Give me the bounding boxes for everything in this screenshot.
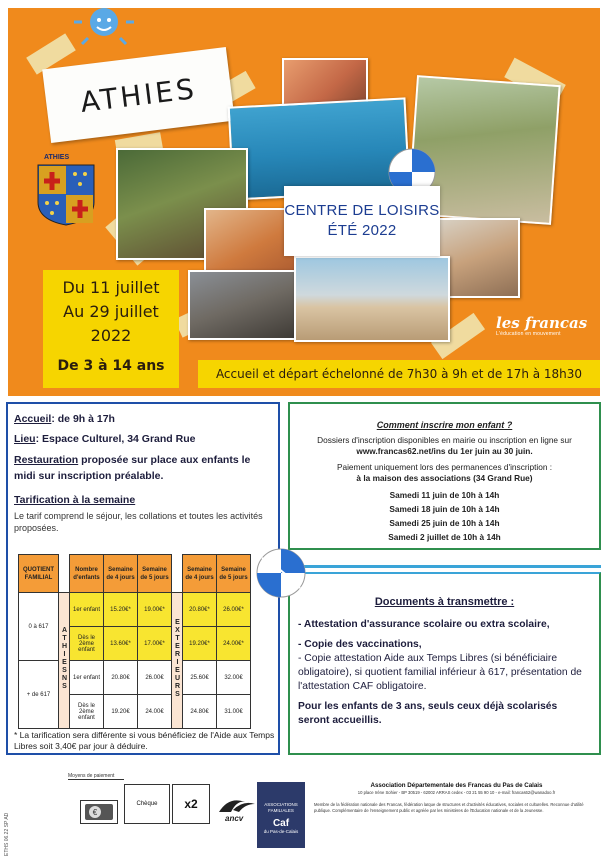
col-ext-4j: Semaine de 4 jours <box>183 555 217 593</box>
document-item: - Attestation d'assurance scolaire ou extra scolaire, <box>298 619 550 630</box>
association-title: Association Départementale des Francas du Pas de Calais <box>370 782 543 789</box>
caf-sub: du Pas-de-Calais <box>263 829 299 834</box>
price-cell: 32.00€ <box>217 661 251 695</box>
col-enfants: Nombre d'enfants <box>70 555 104 593</box>
ancv-logo <box>215 794 257 824</box>
restauration-label: Restauration <box>14 454 79 466</box>
session-item: Samedi 2 juillet de 10h à 14h <box>388 532 501 542</box>
euro-coins-icon <box>80 800 118 824</box>
paiement-text-a: Paiement uniquement lors des permanences d'inscription : <box>336 462 553 472</box>
col-athies-5j: Semaine de 5 jours <box>138 555 172 593</box>
price-cell: 13.60€* <box>104 627 138 661</box>
tarif-heading: Tarification à la semaine <box>14 494 136 506</box>
athies-vertical-label <box>59 593 70 729</box>
svg-text:€: € <box>92 808 98 817</box>
info-panel <box>6 402 280 755</box>
hero-banner <box>8 8 600 396</box>
sun-icon <box>70 8 138 48</box>
inscription-title: Comment inscrire mon enfant ? <box>376 420 513 430</box>
caf-small: ASSOCIATIONS FAMILIALES <box>264 802 298 813</box>
table-row <box>19 593 251 627</box>
accueil-label: Accueil <box>14 413 52 425</box>
photo-beach-group <box>294 256 450 342</box>
price-cell: 24.00€ <box>138 695 172 729</box>
caf-name: Caf <box>272 818 290 829</box>
quotient-cell: + de 617 <box>19 661 59 729</box>
francas-logo-tagline: L'éducation en mouvement <box>496 331 561 337</box>
athies-vertical-text: ATHIESNS <box>61 627 68 691</box>
documents-list <box>290 608 599 728</box>
town-title-card <box>42 47 235 143</box>
price-cell: 26.00€ <box>138 661 172 695</box>
document-item: - Copie attestation Aide aux Temps Libres (si bénéficiaire obligatoire), si quotient familial inférieur à 617, présentation de l'attestation CAF obligatoire. <box>298 653 582 692</box>
cheque-label: Chèque <box>136 801 158 807</box>
documents-panel <box>288 572 601 755</box>
dates-year: 2022 <box>90 326 132 345</box>
session-item: Samedi 25 juin de 10h à 14h <box>389 518 500 528</box>
price-cell: 19.00€* <box>138 593 172 627</box>
enfant-cell: 1er enfant <box>70 593 104 627</box>
dates-start: Du 11 juillet <box>62 278 160 297</box>
association-info <box>314 782 599 814</box>
association-description: Membre de la fédération nationale des Francas, fédération laïque de structures et d'activités éducatives, sociales et culturelles. Reconnue d'utilité publique. Complémentaire de l'enseignement public et agréée par les ministères de l'Education nationale et de la Jeunesse. <box>314 802 584 813</box>
restauration-value: proposée sur place aux enfants le midi sur inscription préalable. <box>14 454 251 482</box>
enfant-cell: Dès le 2ème enfant <box>70 695 104 729</box>
payment-multi-label: x2 <box>184 797 198 811</box>
beach-ball-icon <box>256 548 306 598</box>
photo-children <box>282 58 368 106</box>
centre-title-line1: CENTRE DE LOISIRS <box>284 202 440 219</box>
caf-logo <box>257 782 305 848</box>
paiement-text <box>290 462 599 484</box>
col-ext-5j: Semaine de 5 jours <box>217 555 251 593</box>
price-cell: 19.20€ <box>104 695 138 729</box>
session-list <box>290 488 599 544</box>
francas-logo <box>496 314 588 346</box>
inscription-text-a: Dossiers d'inscription disponibles en mairie ou inscription en ligne sur <box>317 435 572 445</box>
accueil-hours-bar: Accueil et départ échelonné de 7h30 à 9h et de 17h à 18h30 <box>198 360 600 388</box>
price-cell: 25.60€ <box>183 661 217 695</box>
price-cell: 20.80€* <box>183 593 217 627</box>
price-cell: 17.00€* <box>138 627 172 661</box>
quotient-cell: 0 à 617 <box>19 593 59 661</box>
restauration-line <box>14 452 274 484</box>
tarif-note: * La tarification sera différente si vous bénéficiez de l'Aide aux Temps Libres soit 3,40€ par jour à déduire. <box>14 730 275 751</box>
coat-of-arms-icon <box>37 164 95 226</box>
dates-card <box>43 270 179 388</box>
enfant-cell: 1er enfant <box>70 661 104 695</box>
lieu-line <box>14 432 274 446</box>
documents-title: Documents à transmettre : <box>374 596 515 608</box>
payment-label: Moyens de paiement <box>68 773 124 780</box>
town-title: ATHIES <box>78 71 199 119</box>
divider <box>288 565 601 568</box>
session-item: Samedi 18 juin de 10h à 14h <box>389 504 500 514</box>
price-cell: 15.20€* <box>104 593 138 627</box>
col-quotient: QUOTIENT FAMILIAL <box>19 555 59 593</box>
price-cell: 26.00€* <box>217 593 251 627</box>
table-row <box>19 661 251 695</box>
lieu-label: Lieu <box>14 433 36 445</box>
price-cell: 19.20€* <box>183 627 217 661</box>
lieu-value: : Espace Culturel, 34 Grand Rue <box>35 433 196 445</box>
accueil-value: : de 9h à 17h <box>51 413 115 425</box>
tarif-table <box>18 554 251 729</box>
centre-title-box <box>284 186 440 256</box>
price-cell: 24.80€ <box>183 695 217 729</box>
photo-rocks <box>188 270 296 340</box>
ancv-label: ancv <box>225 814 244 823</box>
payment-multi-logo <box>172 784 210 824</box>
documents-note: Pour les enfants de 3 ans, seuls ceux déjà scolarisés seront accueillis. <box>298 701 558 726</box>
paiement-text-b: à la maison des associations (34 Grand Rue) <box>356 473 533 483</box>
francas-logo-name: les francas <box>496 314 588 332</box>
exterieurs-vertical-text: EXTERIEURS <box>174 619 181 699</box>
price-cell: 20.80€ <box>104 661 138 695</box>
enfant-cell: Dès le 2ème enfant <box>70 627 104 661</box>
inscription-text <box>290 435 599 457</box>
inscription-panel <box>288 402 601 550</box>
tarif-text: Le tarif comprend le séjour, les collations et toutes les activités proposées. <box>14 511 263 533</box>
col-athies-4j: Semaine de 4 jours <box>104 555 138 593</box>
crest-label: ATHIES <box>44 154 70 161</box>
price-cell: 24.00€* <box>217 627 251 661</box>
inscription-link[interactable]: www.francas62.net/ins du 1er juin au 30 juin. <box>356 446 533 456</box>
document-item: - Copie des vaccinations, <box>298 639 422 650</box>
cheque-logo <box>124 784 170 824</box>
session-item: Samedi 11 juin de 10h à 14h <box>389 490 500 500</box>
association-address: 10 place Irène Sohier - BP 30519 - 62002 ARRAS cedex - 03 21 55 90 10 - e-mail: francas62@wanadoo.fr <box>357 790 556 795</box>
centre-title-line2: ÉTÉ 2022 <box>327 222 397 239</box>
exterieurs-vertical-label <box>172 593 183 729</box>
price-cell: 31.00€ <box>217 695 251 729</box>
age-range: De 3 à 14 ans <box>57 358 165 374</box>
accueil-line <box>14 412 274 426</box>
dates-end: Au 29 juillet <box>63 302 159 321</box>
document-code: ETHS 06.22 SP AD <box>4 812 10 856</box>
